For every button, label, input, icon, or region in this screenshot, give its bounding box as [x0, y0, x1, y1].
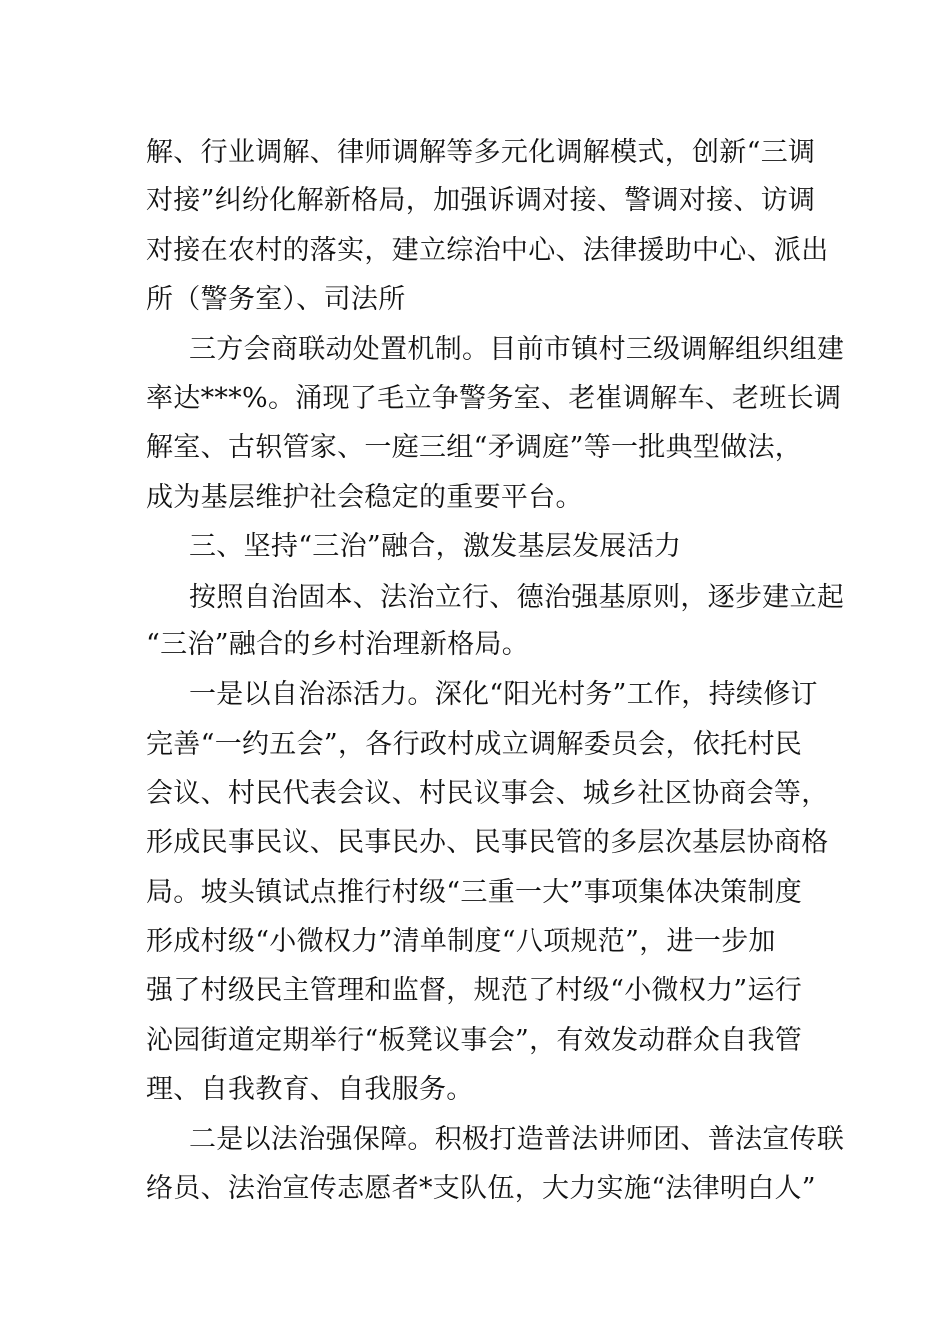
text-line: 局。坡头镇试点推行村级“三重一大”事项集体决策制度 [146, 877, 803, 908]
text-line: 按照自治固本、法治立行、德治强基原则，逐步建立起 [189, 582, 845, 613]
text-line: 三方会商联动处置机制。目前市镇村三级调解组织组建 [189, 334, 845, 365]
text-line: 沁园街道定期举行“板凳议事会”，有效发动群众自我管 [146, 1025, 803, 1056]
text-line: 二是以法治强保障。积极打造普法讲师团、普法宣传联 [189, 1124, 845, 1155]
text-line: 形成村级“小微权力”清单制度“八项规范”，进一步加 [146, 926, 776, 957]
text-line: 强了村级民主管理和监督，规范了村级“小微权力”运行 [146, 975, 803, 1006]
text-line: 解室、古轵管家、一庭三组“矛调庭”等一批典型做法， [146, 432, 803, 463]
text-line: 会议、村民代表会议、村民议事会、城乡社区协商会等， [146, 778, 829, 809]
text-line: 率达***%。涌现了毛立争警务室、老崔调解车、老班长调 [146, 383, 842, 414]
text-line: 一是以自治添活力。深化“阳光村务”工作，持续修订 [189, 679, 818, 710]
text-line: 解、行业调解、律师调解等多元化调解模式，创新“三调 [146, 137, 816, 168]
text-line: 形成民事民议、民事民办、民事民管的多层次基层协商格 [146, 827, 829, 858]
section-heading: 三、坚持“三治”融合，激发基层发展活力 [189, 531, 682, 562]
text-line: 成为基层维护社会稳定的重要平台。 [146, 482, 583, 513]
text-line: 对接在农村的落实，建立综治中心、法律援助中心、派出 [146, 235, 829, 266]
text-line: 对接”纠纷化解新格局，加强诉调对接、警调对接、访调 [146, 185, 816, 216]
text-line: 络员、法治宣传志愿者*支队伍，大力实施“法律明白人” [146, 1173, 816, 1204]
text-line: 理、自我教育、自我服务。 [146, 1074, 474, 1105]
text-line: 所（警务室）、司法所 [146, 284, 406, 315]
text-line: 完善“一约五会”，各行政村成立调解委员会，依托村民 [146, 729, 803, 760]
text-line: “三治”融合的乡村治理新格局。 [146, 629, 530, 660]
